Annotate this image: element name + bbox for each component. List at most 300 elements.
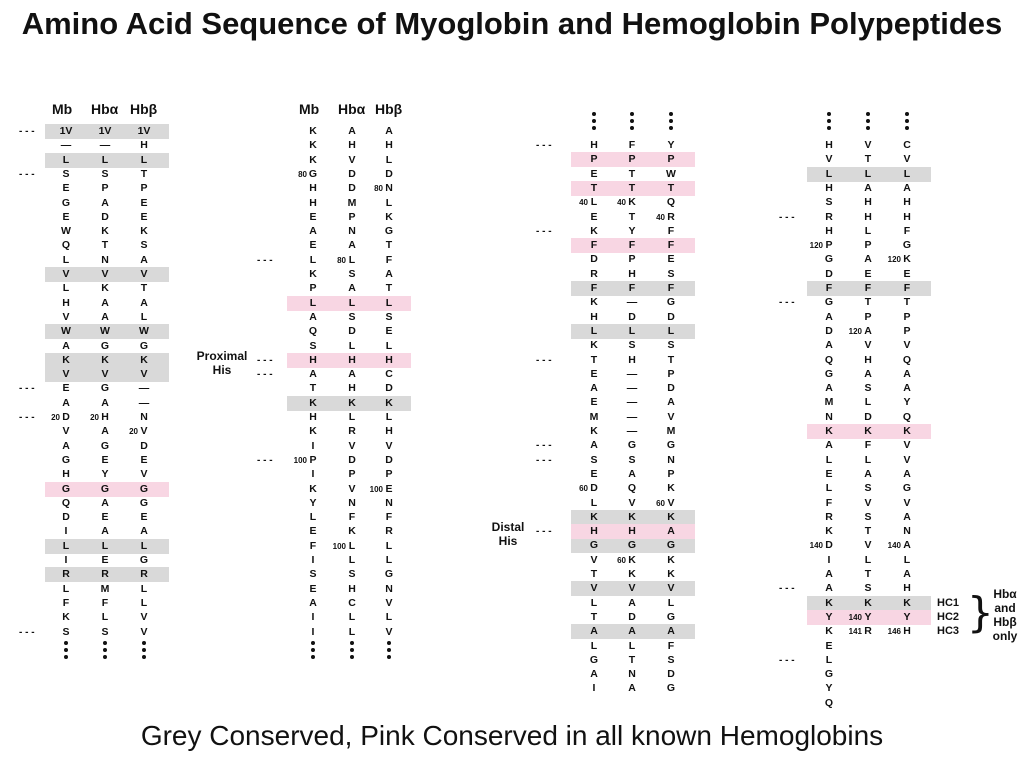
residue: S <box>348 568 356 581</box>
residue: Q <box>666 196 676 209</box>
residue: N <box>667 453 675 466</box>
residue: S <box>864 382 872 395</box>
residue: P <box>903 324 911 337</box>
residue: A <box>140 296 148 309</box>
residue: L <box>590 496 598 509</box>
residue: N <box>385 582 393 595</box>
residue: G <box>666 296 676 309</box>
residue: V <box>903 439 911 452</box>
residue: Q <box>61 239 71 252</box>
residue: R <box>864 625 872 638</box>
residue: M <box>589 410 599 423</box>
residue: A <box>309 368 317 381</box>
residue: L <box>590 596 598 609</box>
residue: T <box>385 239 393 252</box>
residue: S <box>864 482 872 495</box>
residue: G <box>308 167 318 180</box>
residue: E <box>101 511 109 524</box>
residue: T <box>590 181 598 194</box>
residue: C <box>903 139 911 151</box>
residue: R <box>667 210 675 223</box>
label-leader: - - - <box>536 440 552 452</box>
residue: — <box>626 396 638 409</box>
residue: V <box>62 368 70 381</box>
residue: D <box>348 182 356 195</box>
residue: K <box>628 510 636 523</box>
residue: I <box>311 468 315 481</box>
label-leader: - - - <box>257 454 273 466</box>
residue: K <box>825 525 833 538</box>
residue: A <box>825 339 833 352</box>
residue: L <box>903 167 911 180</box>
residue: K <box>309 482 317 495</box>
residue: N <box>903 525 911 538</box>
residue: K <box>590 224 598 237</box>
column-header-mb: Mb <box>299 101 320 117</box>
residue: E <box>385 482 393 495</box>
label-leader: - - - <box>19 168 35 180</box>
residue: L <box>62 253 70 266</box>
residue: L <box>348 339 356 352</box>
residue: M <box>666 425 676 437</box>
residue: L <box>385 296 393 309</box>
ellipsis-dot <box>669 112 673 116</box>
label-leader: - - - <box>536 225 552 237</box>
residue: K <box>385 396 393 409</box>
residue: N <box>628 668 636 681</box>
residue: A <box>903 510 911 523</box>
residue: A <box>825 568 833 580</box>
residue: H <box>140 139 148 152</box>
residue-number: 140 <box>887 541 901 551</box>
ellipsis-dot <box>64 648 68 652</box>
residue: E <box>62 210 70 223</box>
hb-only-note: Hbα and Hbβ only <box>992 587 1018 644</box>
residue: H <box>864 210 872 223</box>
residue: D <box>628 610 636 623</box>
residue: T <box>903 296 911 309</box>
residue-number: 80 <box>374 184 383 194</box>
residue: K <box>903 253 911 266</box>
ellipsis-dot <box>827 119 831 123</box>
residue: K <box>309 125 317 137</box>
residue: Y <box>903 396 911 409</box>
residue: G <box>61 196 71 209</box>
residue: E <box>309 210 317 223</box>
residue: L <box>385 554 393 566</box>
residue: N <box>825 410 833 423</box>
residue: S <box>864 510 872 523</box>
residue: I <box>311 625 315 638</box>
residue: H <box>62 468 70 481</box>
residue: M <box>100 582 110 595</box>
ellipsis-dot <box>630 126 634 130</box>
residue: A <box>903 382 911 395</box>
residue-number: 140 <box>809 541 823 551</box>
label-leader: - - - <box>19 626 35 638</box>
residue: A <box>628 682 636 695</box>
ellipsis-dot <box>142 648 146 652</box>
residue: L <box>864 453 872 466</box>
residue: A <box>628 625 636 638</box>
residue: F <box>667 282 675 294</box>
hc-label-hc1: HC1 <box>937 596 960 609</box>
residue: L <box>62 282 70 295</box>
residue: T <box>628 210 636 223</box>
residue: A <box>62 339 70 352</box>
residue: E <box>667 253 675 266</box>
label-leader: - - - <box>779 211 795 223</box>
residue: E <box>309 582 317 595</box>
residue: R <box>140 568 148 581</box>
residue: H <box>864 196 872 209</box>
residue: P <box>628 153 636 166</box>
residue: D <box>348 453 356 466</box>
residue: H <box>903 210 911 223</box>
residue: A <box>62 439 70 452</box>
residue: V <box>590 582 598 595</box>
residue: D <box>385 453 393 466</box>
residue: F <box>825 496 833 509</box>
residue: A <box>101 525 109 538</box>
residue: R <box>101 568 109 581</box>
ellipsis-dot <box>387 655 391 659</box>
residue: A <box>825 382 833 395</box>
residue: P <box>628 253 636 266</box>
residue: T <box>590 568 598 580</box>
residue: D <box>385 382 393 395</box>
residue: D <box>590 482 598 495</box>
residue: I <box>592 682 596 695</box>
residue: T <box>667 181 675 194</box>
ellipsis-dot <box>866 126 870 130</box>
residue: 1V <box>98 125 112 137</box>
residue: G <box>666 539 676 552</box>
residue: H <box>348 353 356 366</box>
residue: — <box>626 382 638 395</box>
residue: K <box>309 396 317 409</box>
residue: L <box>62 582 70 595</box>
residue: K <box>903 596 911 609</box>
residue: E <box>903 267 911 280</box>
residue: S <box>385 310 393 323</box>
residue: V <box>348 482 356 495</box>
residue: V <box>140 468 148 481</box>
residue: L <box>101 153 109 166</box>
residue: Q <box>902 353 912 366</box>
residue: K <box>140 225 148 238</box>
ellipsis-dot <box>827 112 831 116</box>
residue: K <box>101 225 109 238</box>
residue-number: 100 <box>369 484 383 494</box>
residue: L <box>140 310 148 323</box>
residue: A <box>903 367 911 380</box>
residue: A <box>628 467 636 480</box>
residue: H <box>628 525 636 538</box>
distal-his-note: Distal His <box>491 520 525 549</box>
residue: A <box>101 496 109 509</box>
residue: A <box>385 268 393 280</box>
residue: D <box>628 310 636 323</box>
residue: F <box>903 282 911 294</box>
residue: — <box>99 139 111 152</box>
residue: V <box>62 310 70 323</box>
ellipsis-dot <box>103 648 107 652</box>
residue: H <box>309 182 317 195</box>
residue: H <box>903 582 911 595</box>
residue: D <box>348 167 356 180</box>
residue: W <box>139 325 149 338</box>
residue: H <box>348 139 356 152</box>
ellipsis-dot <box>592 119 596 123</box>
residue: V <box>864 539 872 552</box>
residue: E <box>825 639 833 652</box>
residue: M <box>347 196 357 209</box>
residue: F <box>590 239 598 252</box>
residue: D <box>590 253 598 266</box>
residue: Q <box>627 482 637 495</box>
residue: Q <box>824 353 834 366</box>
residue: A <box>62 396 70 409</box>
residue: V <box>864 139 872 151</box>
residue: E <box>140 511 148 524</box>
residue: A <box>309 310 317 323</box>
residue: G <box>100 482 110 495</box>
residue: E <box>140 210 148 223</box>
ellipsis-dot <box>669 119 673 123</box>
residue: K <box>590 296 598 309</box>
residue: V <box>385 596 393 609</box>
residue: — <box>138 396 150 409</box>
residue: A <box>903 181 911 194</box>
residue: P <box>667 467 675 480</box>
residue: D <box>62 511 70 524</box>
residue: G <box>627 539 637 552</box>
residue: K <box>903 425 911 437</box>
ellipsis-dot <box>905 112 909 116</box>
residue: T <box>864 153 872 166</box>
residue: T <box>590 610 598 623</box>
residue: L <box>864 167 872 180</box>
ellipsis-dot <box>866 112 870 116</box>
residue: H <box>309 353 317 366</box>
residue: 1V <box>59 125 73 137</box>
residue: S <box>348 268 356 280</box>
residue: Y <box>903 610 911 623</box>
residue: 1V <box>137 125 151 137</box>
residue: T <box>628 653 636 666</box>
residue: L <box>903 553 911 566</box>
residue: L <box>825 482 833 495</box>
column-header-hba: Hbα <box>91 101 119 117</box>
residue: V <box>590 553 598 566</box>
residue: V <box>140 611 148 624</box>
residue: D <box>667 382 675 395</box>
residue: H <box>348 382 356 395</box>
label-leader: - - - <box>779 583 795 595</box>
residue: F <box>62 596 70 609</box>
residue: R <box>62 568 70 581</box>
residue: A <box>348 125 356 137</box>
ellipsis-dot <box>630 112 634 116</box>
ellipsis-dot <box>350 641 354 645</box>
residue: M <box>824 396 834 409</box>
residue: V <box>903 453 911 466</box>
ellipsis-dot <box>103 641 107 645</box>
residue: Y <box>667 139 675 151</box>
residue: D <box>140 439 148 452</box>
residue: A <box>628 596 636 609</box>
residue: G <box>627 439 637 452</box>
residue: F <box>903 224 911 237</box>
residue: H <box>825 139 833 151</box>
residue: G <box>384 225 394 238</box>
residue: K <box>628 568 636 580</box>
residue: L <box>348 611 356 624</box>
residue: A <box>903 467 911 480</box>
residue: D <box>62 411 70 423</box>
label-leader: - - - <box>779 297 795 309</box>
residue: P <box>903 310 911 323</box>
ellipsis-dot <box>350 655 354 659</box>
residue: A <box>903 568 911 580</box>
residue: V <box>903 496 911 509</box>
residue: E <box>590 210 598 223</box>
residue: K <box>667 482 675 495</box>
residue: V <box>667 582 675 595</box>
residue: S <box>590 453 598 466</box>
residue: P <box>309 282 317 295</box>
residue: H <box>385 353 393 366</box>
residue: V <box>667 496 675 509</box>
residue: L <box>864 224 872 237</box>
label-leader: - - - <box>779 654 795 666</box>
label-leader: - - - <box>536 354 552 366</box>
residue: T <box>309 382 317 395</box>
residue: G <box>824 253 834 266</box>
label-leader: - - - <box>19 383 35 395</box>
residue: E <box>864 267 872 280</box>
residue: S <box>101 625 109 638</box>
residue: H <box>590 310 598 323</box>
residue: R <box>348 425 356 438</box>
residue: V <box>903 339 911 352</box>
residue: R <box>385 525 393 538</box>
residue: I <box>311 554 315 566</box>
residue: H <box>903 625 911 638</box>
residue: G <box>824 668 834 681</box>
residue: H <box>348 582 356 595</box>
residue: A <box>590 668 598 681</box>
residue: P <box>101 182 109 195</box>
residue: L <box>348 625 356 638</box>
residue: P <box>864 239 872 252</box>
residue: A <box>864 367 872 380</box>
residue: T <box>590 353 598 366</box>
residue: A <box>348 282 356 295</box>
residue: A <box>140 525 148 538</box>
residue: K <box>348 525 356 538</box>
residue: G <box>384 568 394 581</box>
ellipsis-dot <box>630 119 634 123</box>
residue: L <box>385 196 393 209</box>
residue: E <box>590 467 598 480</box>
residue: Y <box>864 610 872 623</box>
residue: V <box>385 625 393 638</box>
column-header-hba: Hbα <box>338 101 366 117</box>
residue: H <box>309 196 317 209</box>
residue: G <box>100 439 110 452</box>
residue: T <box>140 167 148 180</box>
residue: A <box>864 181 872 194</box>
residue: N <box>101 253 109 266</box>
residue: E <box>309 525 317 538</box>
residue: D <box>667 668 675 681</box>
residue: K <box>590 425 598 437</box>
residue-number: 60 <box>617 555 626 565</box>
residue: A <box>590 439 598 452</box>
residue: S <box>825 196 833 209</box>
residue: V <box>348 153 356 166</box>
residue: L <box>348 411 356 423</box>
residue: R <box>825 210 833 223</box>
ellipsis-dot <box>64 641 68 645</box>
residue: S <box>667 267 675 280</box>
residue: A <box>140 253 148 266</box>
residue: P <box>667 153 675 166</box>
hc-brace: } <box>967 587 994 637</box>
residue: G <box>100 382 110 395</box>
residue: H <box>309 411 317 423</box>
residue: T <box>667 353 675 366</box>
residue: G <box>139 482 149 495</box>
residue: S <box>309 339 317 352</box>
residue: A <box>667 396 675 409</box>
residue: D <box>385 167 393 180</box>
residue: S <box>667 653 675 666</box>
residue: S <box>348 310 356 323</box>
residue: L <box>101 539 109 552</box>
residue: D <box>101 210 109 223</box>
ellipsis-dot <box>142 641 146 645</box>
residue: L <box>385 153 393 166</box>
residue: F <box>309 539 317 552</box>
residue-number: 40 <box>579 198 588 208</box>
residue: L <box>385 411 393 423</box>
residue: I <box>311 439 315 452</box>
residue: V <box>628 582 636 595</box>
residue: Y <box>101 468 109 481</box>
residue: K <box>101 282 109 295</box>
residue-number: 80 <box>337 255 346 265</box>
residue: V <box>140 625 148 638</box>
proximal-his-note: Proximal His <box>196 348 248 377</box>
column-header-mb: Mb <box>52 101 73 117</box>
label-leader: - - - <box>19 412 35 423</box>
caption: Grey Conserved, Pink Conserved in all known Hemoglobins <box>140 720 884 751</box>
label-leader: - - - <box>536 454 552 466</box>
residue: L <box>628 324 636 337</box>
residue: F <box>628 282 636 294</box>
residue: K <box>309 425 317 438</box>
ellipsis-dot <box>350 648 354 652</box>
residue: L <box>385 611 393 624</box>
residue: W <box>666 167 676 180</box>
residue: S <box>864 582 872 595</box>
residue: E <box>62 382 70 395</box>
residue: I <box>64 554 68 566</box>
residue: D <box>864 410 872 423</box>
